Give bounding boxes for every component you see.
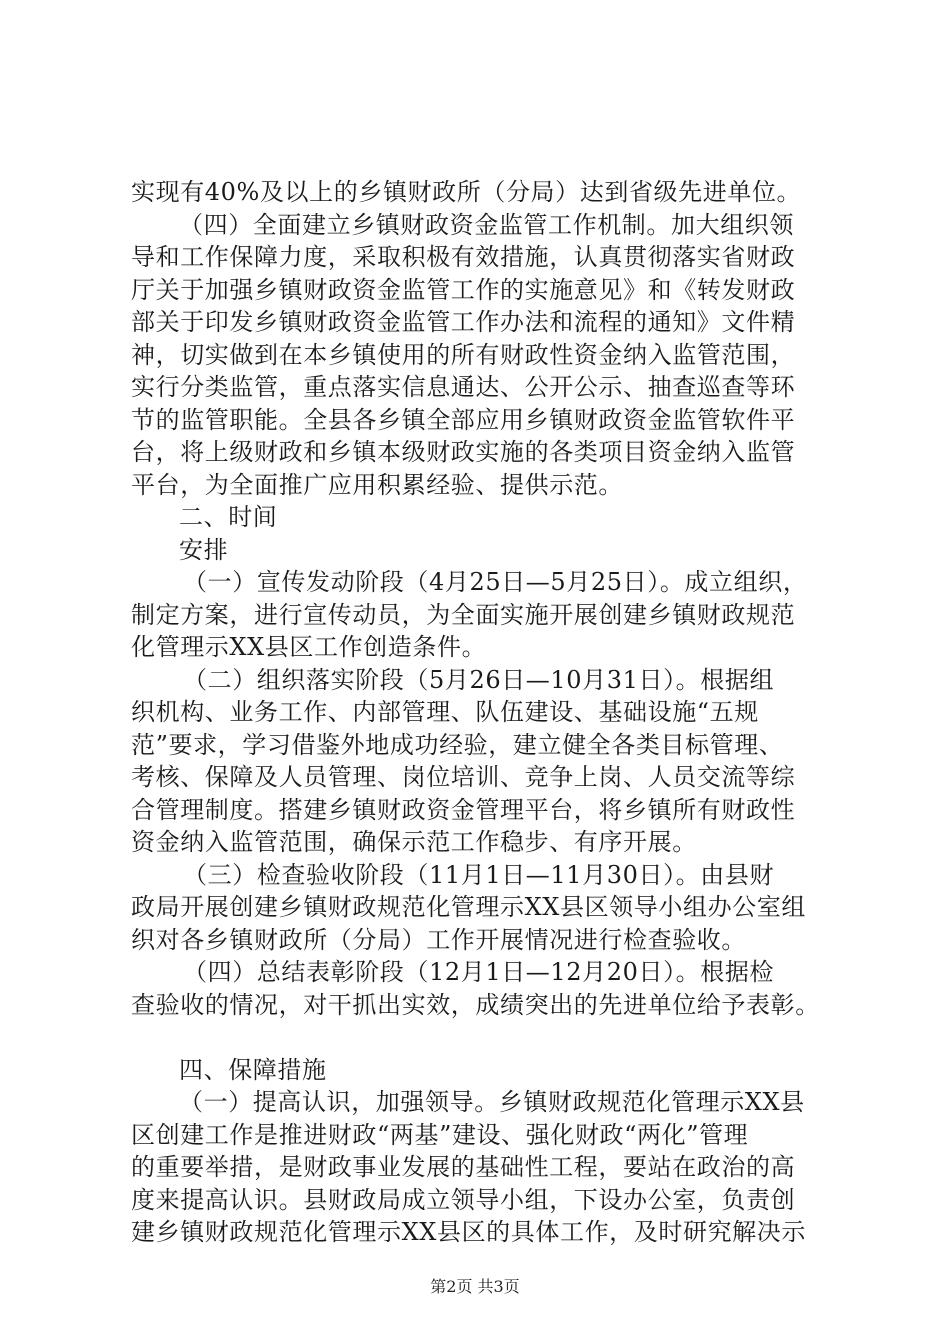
text-line: 范”要求，学习借鉴外地成功经验，建立健全各类目标管理、 (131, 730, 784, 759)
document-body (131, 176, 831, 1249)
text-line: 神，切实做到在本乡镇使用的所有财政性资金纳入监管范围， (131, 340, 796, 369)
text-line: 考核、保障及人员管理、岗位培训、竞争上岗、人员交流等综 (131, 763, 796, 791)
text-line: （四）总结表彰阶段（12月1日—12月20日）。根据检 (183, 958, 775, 986)
text-line: 厅关于加强乡镇财政资金监管工作的实施意见》和《转发财政 (131, 275, 796, 304)
text-line: （二）组织落实阶段（5月26日—10月31日）。根据组 (183, 665, 775, 694)
text-line: （三）检查验收阶段（11月1日—11月30日）。由县财 (183, 860, 775, 889)
text-line: 导和工作保障力度，采取积极有效措施，认真贯彻落实省财政 (131, 243, 796, 271)
text-line: 织机构、业务工作、内部管理、队伍建设、基础设施“五规 (131, 698, 759, 726)
text-line: （四）全面建立乡镇财政资金监管工作机制。加大组织领 (179, 210, 794, 239)
text-line: 化管理示XX县区工作创造条件。 (131, 633, 487, 661)
text-line: 部关于印发乡镇财政资金监管工作办法和流程的通知》文件精 (131, 308, 796, 336)
section-heading: 四、保障措施 (179, 1055, 327, 1084)
text-line: 合管理制度。搭建乡镇财政资金管理平台，将乡镇所有财政性 (131, 795, 796, 824)
text-line: 查验收的情况，对干抓出实效，成绩突出的先进单位给予表彰。 (131, 990, 820, 1019)
text-line: （一）宣传发动阶段（4月25日—5月25日）。成立组织， (183, 568, 808, 596)
text-line: 度来提高认识。县财政局成立领导小组，下设办公室，负责创 (131, 1185, 796, 1214)
blank-line (131, 1021, 831, 1054)
text-line: 织对各乡镇财政所（分局）工作开展情况进行检查验收。 (131, 925, 746, 954)
section-heading: 安排 (179, 535, 229, 564)
text-line: 政局开展创建乡镇财政规范化管理示XX县区领导小组办公室组 (131, 893, 806, 921)
text-line: 节的监管职能。全县各乡镇全部应用乡镇财政资金监管软件平 (131, 405, 796, 434)
text-line: 建乡镇财政规范化管理示XX县区的具体工作，及时研究解决示 (131, 1218, 806, 1246)
section-heading: 二、时间 (179, 503, 278, 531)
text-line: （一）提高认识，加强领导。乡镇财政规范化管理示XX县 (179, 1088, 805, 1116)
text-line: 的重要举措，是财政事业发展的基础性工程，要站在政治的高 (131, 1153, 796, 1181)
text-line: 平台，为全面推广应用积累经验、提供示范。 (131, 470, 623, 499)
text-line: 资金纳入监管范围，确保示范工作稳步、有序开展。 (131, 828, 697, 856)
text-line: 区创建工作是推进财政“两基”建设、强化财政“两化”管理 (131, 1120, 749, 1149)
text-line: 实行分类监管，重点落实信息通达、公开公示、抽查巡查等环 (131, 373, 796, 401)
text-line: 制定方案，进行宣传动员，为全面实施开展创建乡镇财政规范 (131, 600, 796, 629)
text-line: 台，将上级财政和乡镇本级财政实施的各类项目资金纳入监管 (131, 438, 796, 466)
text-line: 实现有40%及以上的乡镇财政所（分局）达到省级先进单位。 (131, 178, 802, 206)
page-footer: 第2页 共3页 (430, 1277, 520, 1296)
